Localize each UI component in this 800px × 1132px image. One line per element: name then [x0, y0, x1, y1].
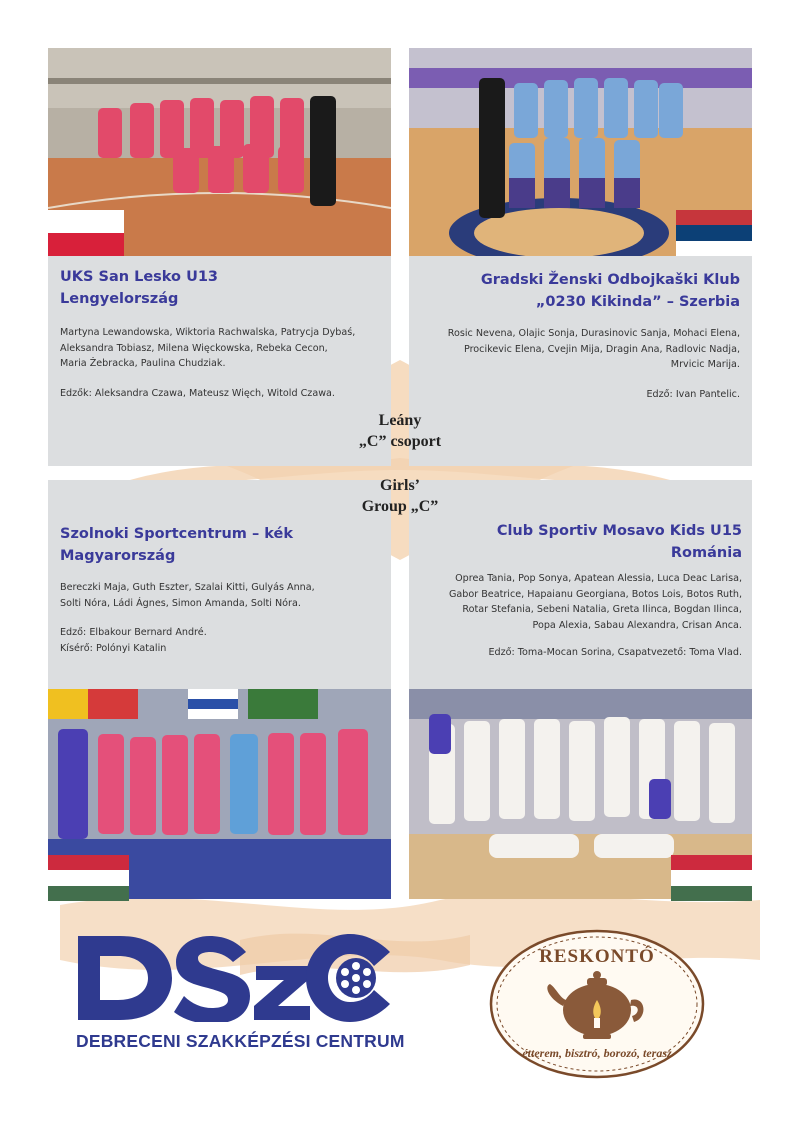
- coaches-line: Edzők: Aleksandra Czawa, Mateusz Więch, Witold Czawa.: [60, 387, 335, 399]
- team-name-romania: [497, 520, 742, 564]
- group-label-line: Leány: [378, 412, 422, 429]
- group-label-hungarian: [320, 410, 480, 452]
- team-name-line: Club Sportiv Mosavo Kids U15: [496, 523, 742, 539]
- team-name-poland: [60, 266, 218, 310]
- roster-line: Bereczki Maja, Guth Eszter, Szalai Kitti, Gulyás Anna,: [60, 582, 315, 593]
- team-roster-romania: [449, 571, 742, 661]
- roster-line: Popa Alexia, Sabau Alexandra, Crisan Anca.: [532, 619, 742, 631]
- team-roster-hungary: [60, 580, 315, 656]
- coaches-line: Edző: Ivan Pantelic.: [646, 388, 740, 400]
- coaches-line: Edző: Toma-Mocan Sorina, Csapatvezető: Toma Vlad.: [488, 647, 742, 659]
- team-name-line: UKS San Lesko U13: [60, 269, 219, 285]
- team-country: Magyarország: [60, 548, 176, 564]
- dszc-logo: [70, 932, 410, 1062]
- roster-line: Mrvicic Marija.: [670, 359, 740, 371]
- dszc-subtitle: DEBRECENI SZAKKÉPZÉSI CENTRUM: [76, 1031, 405, 1051]
- roster-line: Martyna Lewandowska, Wiktoria Rachwalska, Patrycja Dybaś,: [60, 327, 356, 338]
- team-name-hungary: [60, 523, 293, 567]
- reskonto-subtitle: étterem, bisztró, borozó, terasz: [522, 1046, 672, 1060]
- escort-line: Kísérő: Polónyi Katalin: [60, 642, 167, 654]
- roster-line: Aleksandra Tobiasz, Milena Więckowska, Rebeka Cecon,: [60, 342, 328, 354]
- roster-line: Maria Żebracka, Paulina Chudziak.: [60, 358, 226, 370]
- team-name-line: Gradski Ženski Odbojkaški Klub: [480, 272, 740, 288]
- flag-hungary: [48, 855, 129, 901]
- group-label-line: Group „C”: [361, 498, 439, 515]
- coaches-line: Edző: Elbakour Bernard André.: [60, 627, 207, 639]
- roster-line: Solti Nóra, Ládi Ágnes, Simon Amanda, Solti Nóra.: [60, 597, 301, 609]
- team-roster-poland: [60, 325, 355, 401]
- dszc-wordmark: [70, 932, 410, 1022]
- reskonto-title: RESKONTÓ: [539, 946, 655, 967]
- team-country: „0230 Kikinda” – Szerbia: [535, 294, 740, 310]
- group-label-english: [320, 475, 480, 517]
- flag-poland: [48, 210, 124, 256]
- roster-line: Gabor Beatrice, Hapaianu Georgiana, Botos Lois, Botos Ruth,: [448, 588, 742, 600]
- team-country: Románia: [670, 545, 742, 561]
- group-label-line: Girls’: [380, 477, 420, 494]
- roster-line: Rosic Nevena, Olajic Sonja, Durasinovic Sanja, Mohaci Elena,: [447, 328, 740, 339]
- team-country: Lengyelország: [60, 291, 179, 307]
- reskonto-logo: [488, 928, 706, 1080]
- roster-line: Rotar Stefania, Sebeni Natalia, Greta Ilinca, Bogdan Ilinca,: [462, 604, 742, 616]
- group-label-line: „C” csoport: [358, 433, 442, 450]
- flag-hungary-romania-panel: [671, 855, 752, 901]
- roster-line: Procikevic Elena, Cvejin Mija, Dragin Ana, Radlovic Nadja,: [463, 343, 740, 355]
- team-roster-serbia: [448, 326, 740, 402]
- team-name-line: Szolnoki Sportcentrum – kék: [60, 526, 293, 542]
- roster-line: Oprea Tania, Pop Sonya, Apatean Alessia, Luca Deac Larisa,: [455, 573, 742, 584]
- team-name-serbia: [481, 269, 740, 313]
- flag-serbia: [676, 210, 752, 256]
